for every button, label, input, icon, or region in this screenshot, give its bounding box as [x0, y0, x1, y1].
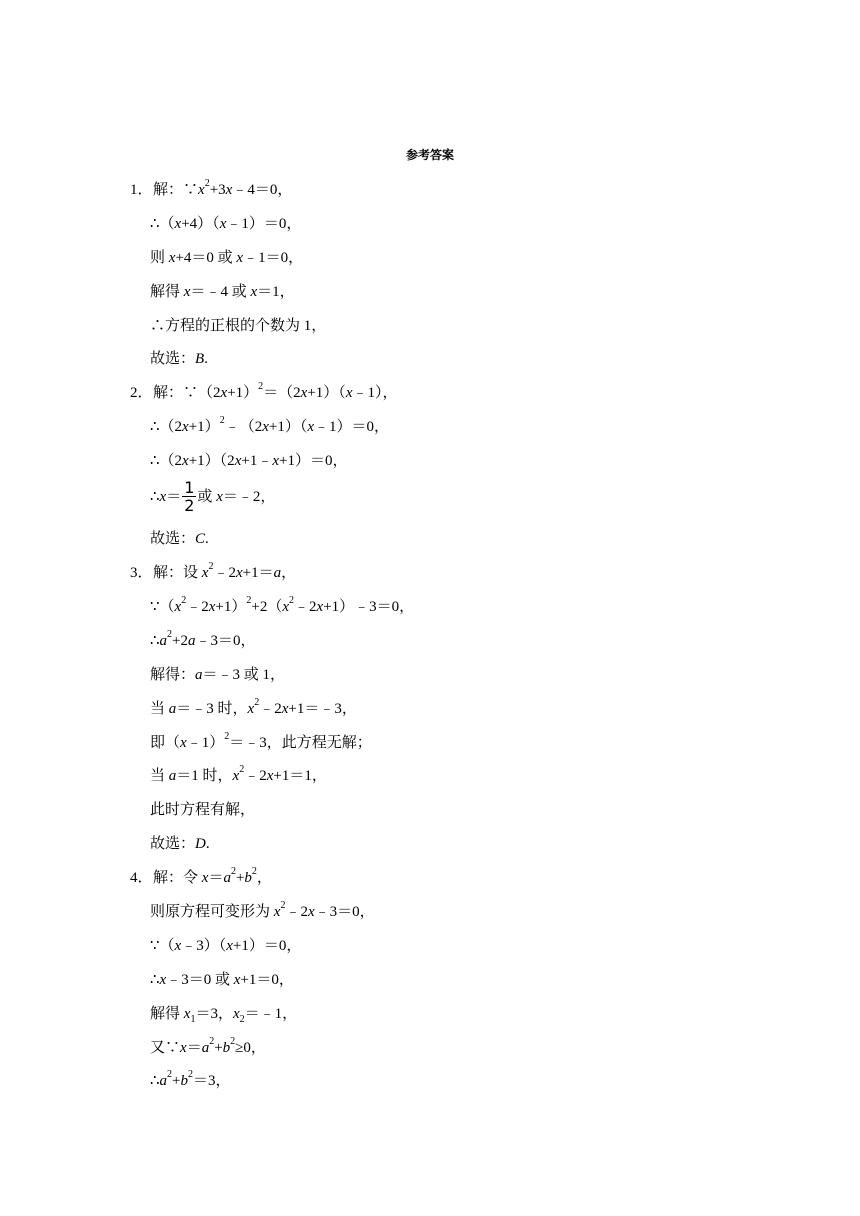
q3-line-8: 此时方程有解， [150, 802, 256, 818]
q3-line-7: 当 a＝1 时，$x^2﹣2x+1=1$， [150, 764, 327, 784]
q2-line-1: 解：$\because(2x+1)^2=(2x+1)(x﹣1)$， [153, 381, 398, 401]
q4-line-6: 又$\because x=a^2+b^2\ge 0$， [150, 1036, 266, 1056]
question-4-number: 4． [130, 870, 153, 886]
q3-line-5: 当 a＝﹣3 时，$x^2﹣2x+1=﹣3$， [150, 697, 357, 717]
q3-line-2: $\because(x^2﹣2x+1)^2+2(x^2﹣2x+1)﹣3=0$， [150, 595, 415, 615]
q1-line-4: 解得 x＝﹣4 或 x＝1， [150, 284, 295, 300]
q4-line-1: 解：令 $x=a^2+b^2$， [153, 866, 272, 886]
q2-line-3: ∴（2x+1）（2x+1﹣x+1）＝0， [150, 453, 348, 469]
question-3-number: 3． [130, 565, 153, 581]
q1-line-5: ∴方程的正根的个数为 1， [150, 318, 327, 334]
q4-line-7: $\therefore a^2+b^2=3$， [150, 1069, 231, 1089]
q4-line-4: ∴x﹣3＝0 或 x+1＝0， [150, 972, 294, 988]
q1-line-3: 则 x+4＝0 或 x﹣1＝0， [150, 250, 304, 266]
page-title: 参考答案 [405, 148, 454, 162]
q2-line-2: $\therefore(2x+1)^2﹣(2x+1)(x﹣1)=0$， [150, 415, 390, 435]
fraction-one-half: $\frac{1}{2}$ [184, 478, 195, 516]
q3-line-3: $\therefore a^2+2a﹣3=0$， [150, 629, 256, 649]
q1-line-2: ∴（x+4）（x﹣1）＝0， [150, 216, 302, 232]
q1-answer: 故选：B. [150, 351, 208, 367]
q2-answer: 故选：C. [150, 531, 209, 547]
q4-line-5: 解得 $x_1=3$，$x_2=﹣1$， [150, 1006, 298, 1025]
q3-line-4: 解得：a＝﹣3 或 1， [150, 667, 286, 683]
q1-line-1: 解：$\because x^2+3x﹣4=0$， [153, 178, 293, 198]
q3-line-1: 解：设 $x^2﹣2x+1=a$， [153, 561, 297, 581]
question-1-number: 1． [130, 182, 153, 198]
q3-answer: 故选：D. [150, 836, 210, 852]
q2-line-4: ∴x＝ $\frac{1}{2}$ 或 x＝﹣2， [150, 478, 276, 516]
q4-line-2: 则原方程可变形为 $x^2﹣2x﹣3=0$， [150, 900, 375, 920]
q4-line-3: ∵（x﹣3）（x+1）＝0， [150, 938, 302, 954]
q3-line-6: 即（x﹣1）$^2$＝﹣3，此方程无解； [150, 731, 372, 751]
question-2-number: 2． [130, 385, 153, 401]
